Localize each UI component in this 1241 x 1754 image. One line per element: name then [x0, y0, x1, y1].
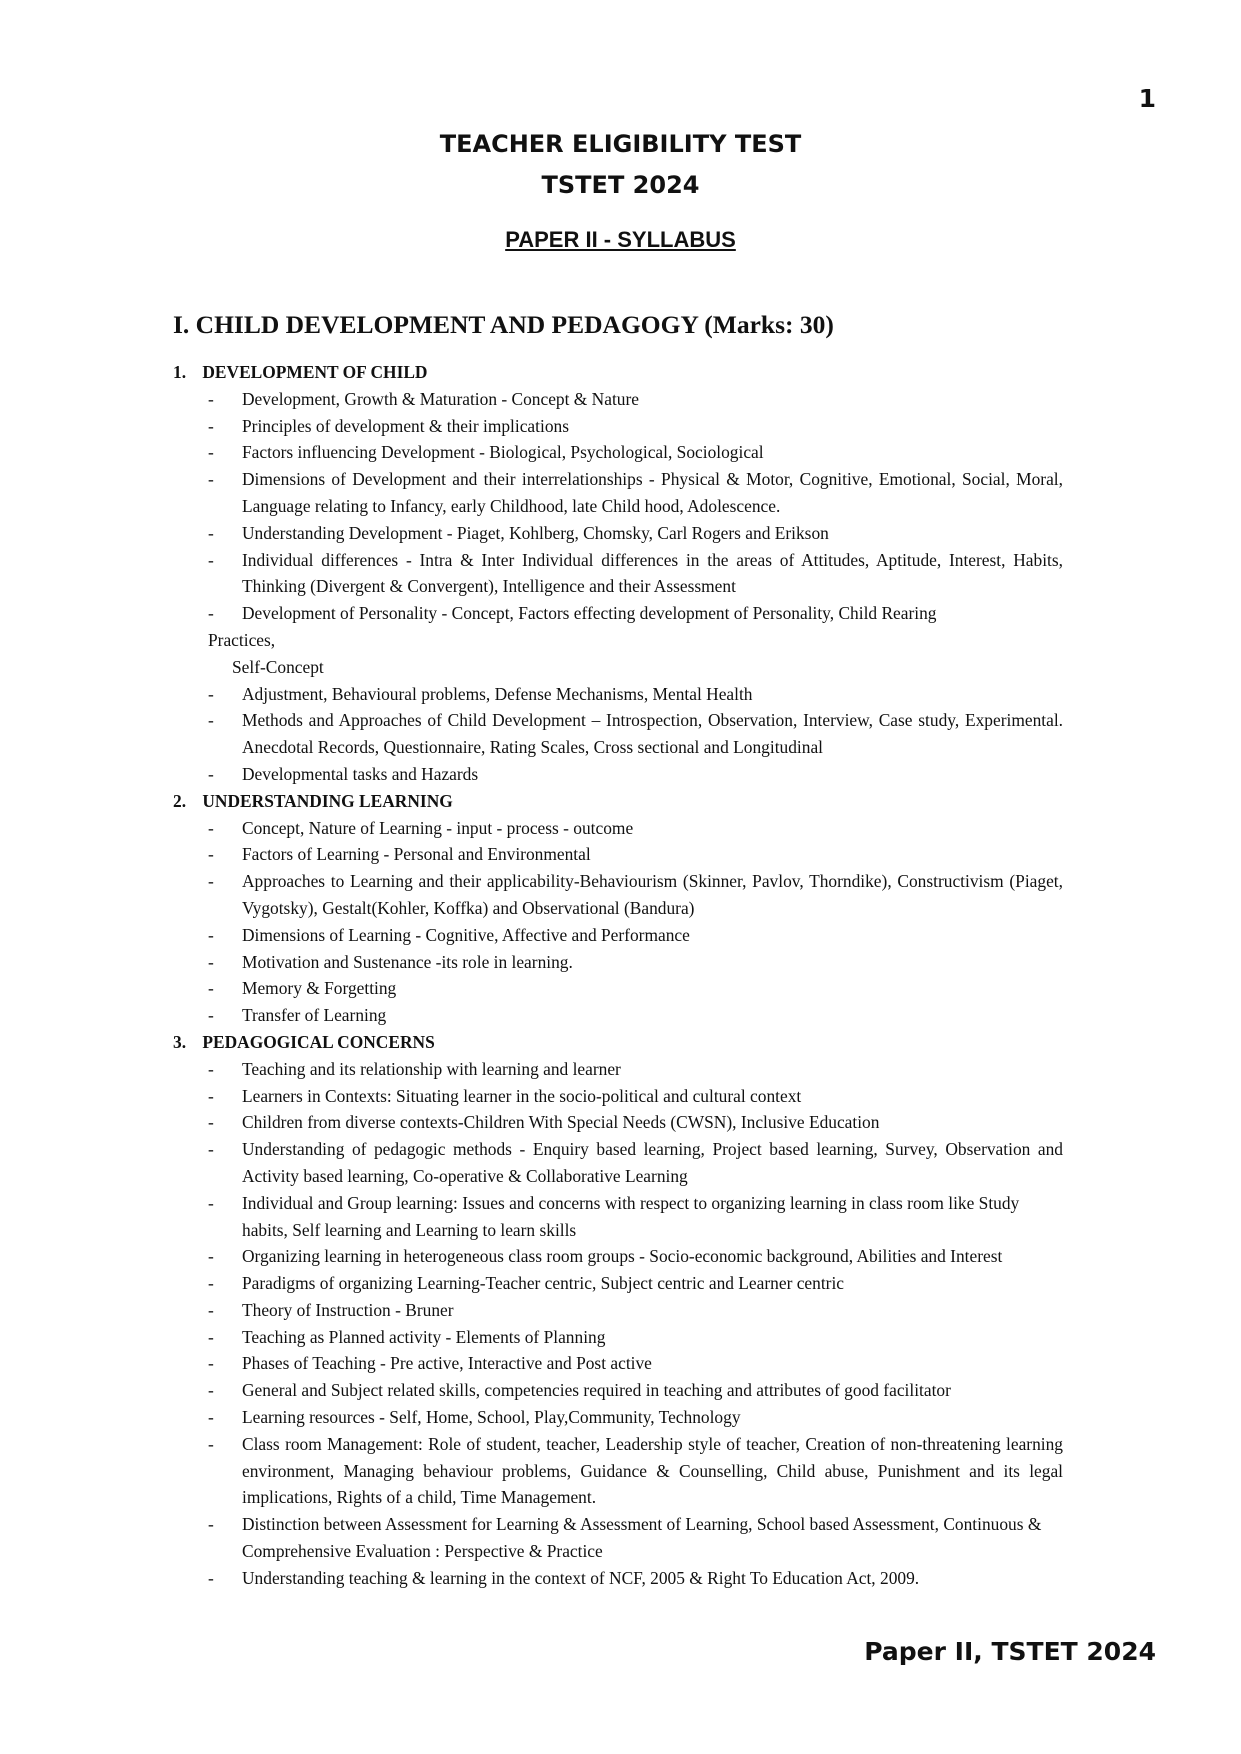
bullet-dash: - [208, 1005, 214, 1026]
bullet-dash: - [208, 763, 214, 784]
list-item [173, 600, 1063, 627]
list-item-continuation: Self-Concept [232, 656, 324, 677]
bullet-dash: - [208, 924, 214, 945]
list-item-text: Principles of development & their implications [242, 415, 569, 436]
list-item-text: Teaching as Planned activity - Elements of Planning [242, 1326, 606, 1347]
bullet-dash: - [208, 1353, 214, 1374]
bullet-dash: - [208, 683, 214, 704]
topic-heading [173, 788, 1063, 815]
list-item-text: General and Subject related skills, competencies required in teaching and attributes of good facilitator [242, 1380, 951, 1401]
list-item-text: Approaches to Learning and their applicability-Behaviourism (Skinner, Pavlov, Thorndike), Constructivism (Piaget, Vygotsky), Gestalt(Kohler, Koffka) and Observational (Bandura) [242, 871, 1063, 918]
list-item-text: Methods and Approaches of Child Development – Introspection, Observation, Interview, Case study, Experimental. Anecdotal Records, Questionnaire, Rating Scales, Cross sectional and Longitudinal [242, 710, 1063, 758]
list-item [173, 975, 1063, 1002]
bullet-dash: - [208, 415, 214, 436]
page-footer: Paper II, TSTET 2024 [864, 1637, 1156, 1666]
document-title: TEACHER ELIGIBILITY TEST [439, 130, 802, 158]
list-item-continuation: Practices, [208, 629, 276, 650]
list-item [173, 1243, 1063, 1270]
list-item [173, 1324, 1063, 1351]
bullet-dash: - [208, 603, 214, 624]
list-item-text: Individual differences - Intra & Inter Individual differences in the areas of Attitudes, Aptitude, Interest, Habits, Thinking (Divergent & Convergent), Intelligence and their Assessment [242, 549, 1063, 597]
list-item [173, 413, 1063, 440]
bullet-dash: - [208, 388, 214, 409]
list-item-text: Teaching and its relationship with learning and learner [242, 1058, 621, 1079]
list-item [173, 1056, 1063, 1083]
list-item-text: Concept, Nature of Learning - input - process - outcome [242, 817, 634, 838]
list-item-text: Factors of Learning - Personal and Environmental [242, 844, 591, 865]
list-item [173, 1109, 1063, 1136]
list-item [173, 1377, 1063, 1404]
list-item-text: Learners in Contexts: Situating learner in the socio-political and cultural context [242, 1085, 802, 1106]
page-number: 1 [1138, 84, 1156, 113]
list-item [173, 1083, 1063, 1110]
list-item-text: Dimensions of Development and their interrelationships - Physical & Motor, Cognitive, Emotional, Social, Moral, Language relating to Infancy, early Childhood, late Child hood, Adolescence. [242, 469, 1063, 516]
list-item-text: Individual and Group learning: Issues and concerns with respect to organizing learning in class room like Study habits, Self learning and Learning to learn skills [242, 1192, 1020, 1240]
list-item [173, 922, 1063, 949]
list-item [173, 1190, 1063, 1244]
list-item-text: Development, Growth & Maturation - Concept & Nature [242, 388, 639, 409]
bullet-dash: - [208, 469, 214, 490]
bullet-dash: - [208, 710, 214, 731]
syllabus-content [173, 359, 1063, 1592]
list-item [173, 1350, 1063, 1377]
list-item-text: Dimensions of Learning - Cognitive, Affective and Performance [242, 924, 690, 945]
list-item-text: Distinction between Assessment for Learning & Assessment of Learning, School based Assessment, Continuous & Comprehensive Evaluation : Perspective & Practice [242, 1514, 1042, 1562]
list-item [173, 1404, 1063, 1431]
list-item [173, 466, 1063, 520]
topic-heading [173, 359, 1063, 386]
bullet-dash: - [208, 951, 214, 972]
list-item [173, 1565, 1063, 1592]
list-item-text: Phases of Teaching - Pre active, Interactive and Post active [242, 1353, 652, 1374]
section-heading: I. CHILD DEVELOPMENT AND PEDAGOGY (Marks: 30) [173, 310, 834, 339]
list-item-text: Theory of Instruction - Bruner [242, 1299, 454, 1320]
bullet-dash: - [208, 549, 214, 570]
list-item [173, 949, 1063, 976]
bullet-dash: - [208, 1139, 214, 1160]
list-item-text: Adjustment, Behavioural problems, Defense Mechanisms, Mental Health [242, 683, 753, 704]
list-item [173, 1511, 1063, 1565]
bullet-dash: - [208, 817, 214, 838]
list-item [173, 520, 1063, 547]
list-item [173, 707, 1063, 761]
bullet-dash: - [208, 1514, 214, 1535]
list-item [173, 1431, 1063, 1511]
bullet-dash: - [208, 1299, 214, 1320]
topic-heading [173, 1029, 1063, 1056]
list-item-text: Development of Personality - Concept, Factors effecting development of Personality, Child Rearing [242, 603, 937, 624]
list-item-text: Paradigms of organizing Learning-Teacher centric, Subject centric and Learner centric [242, 1273, 845, 1294]
list-item-text: Class room Management: Role of student, teacher, Leadership style of teacher, Creation of non-threatening learning environment, Managing behaviour problems, Guidance & Counselling, Child abuse, Punishment and its legal implications, Rights of a child, Time Management. [242, 1433, 1063, 1508]
bullet-dash: - [208, 522, 214, 543]
list-item-text: Understanding Development - Piaget, Kohlberg, Chomsky, Carl Rogers and Erikson [242, 522, 829, 543]
list-item [173, 815, 1063, 842]
bullet-dash: - [208, 978, 214, 999]
list-item [173, 761, 1063, 788]
list-item [173, 1002, 1063, 1029]
bullet-dash: - [208, 442, 214, 463]
list-item-text: Factors influencing Development - Biological, Psychological, Sociological [242, 442, 764, 463]
topic-number: 3. [173, 1031, 187, 1052]
bullet-dash: - [208, 1326, 214, 1347]
bullet-dash: - [208, 844, 214, 865]
list-item [173, 547, 1063, 601]
list-item-text: Motivation and Sustenance -its role in learning. [242, 951, 573, 972]
list-item [173, 439, 1063, 466]
list-item-text: Children from diverse contexts-Children With Special Needs (CWSN), Inclusive Education [242, 1112, 880, 1133]
list-item-text: Organizing learning in heterogeneous class room groups - Socio-economic background, Abilities and Interest [242, 1246, 1003, 1267]
list-item-text: Transfer of Learning [242, 1005, 387, 1026]
list-item-text: Developmental tasks and Hazards [242, 763, 479, 784]
topic-title: UNDERSTANDING LEARNING [202, 790, 453, 811]
topic-number: 2. [173, 790, 187, 811]
bullet-dash: - [208, 1112, 214, 1133]
bullet-dash: - [208, 1407, 214, 1428]
list-item-text: Understanding of pedagogic methods - Enquiry based learning, Project based learning, Survey, Observation and Activity based learning, Co-operative & Collaborative Learning [242, 1139, 1063, 1186]
bullet-dash: - [208, 1246, 214, 1267]
document-title-line2: TSTET 2024 [541, 171, 700, 199]
bullet-dash: - [208, 1192, 214, 1213]
document-subtitle: PAPER II - SYLLABUS [505, 227, 736, 252]
topic-title: DEVELOPMENT OF CHILD [202, 362, 428, 382]
bullet-dash: - [208, 1273, 214, 1294]
list-item-text: Understanding teaching & learning in the context of NCF, 2005 & Right To Education Act, 2009. [242, 1567, 920, 1588]
bullet-dash: - [208, 1058, 214, 1079]
list-item-text: Memory & Forgetting [242, 978, 397, 999]
list-item [173, 681, 1063, 708]
bullet-dash: - [208, 1433, 214, 1454]
bullet-dash: - [208, 871, 214, 892]
list-item [173, 386, 1063, 413]
list-item [173, 841, 1063, 868]
bullet-dash: - [208, 1567, 214, 1588]
bullet-dash: - [208, 1380, 214, 1401]
topic-number: 1. [173, 362, 187, 382]
list-item [173, 868, 1063, 922]
list-item [173, 1297, 1063, 1324]
topic-title: PEDAGOGICAL CONCERNS [202, 1031, 435, 1052]
list-item [173, 1270, 1063, 1297]
bullet-dash: - [208, 1085, 214, 1106]
list-item [173, 1136, 1063, 1190]
list-item-text: Learning resources - Self, Home, School, Play,Community, Technology [242, 1407, 741, 1428]
